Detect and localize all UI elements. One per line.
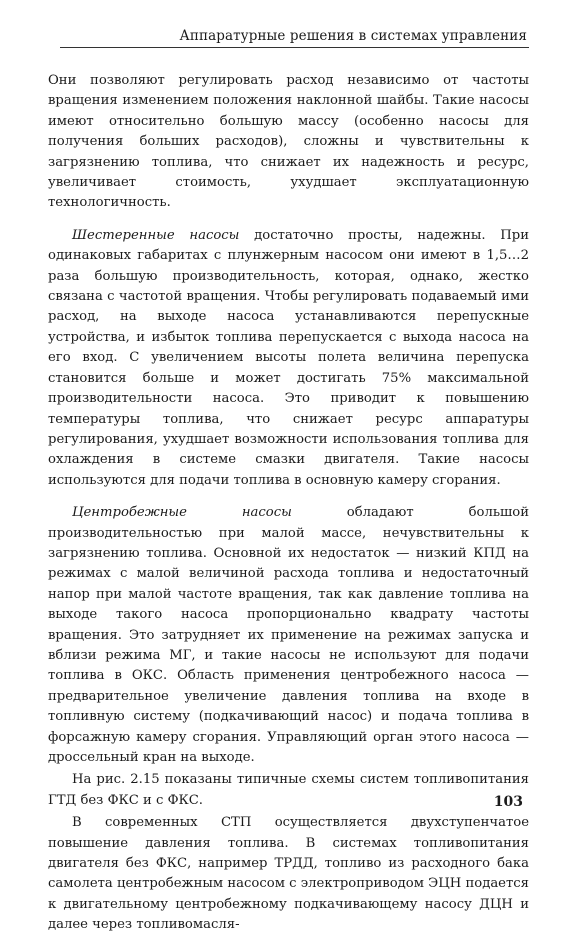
- paragraph-swashplate-pumps: [48, 71, 529, 214]
- page-number: 103: [493, 794, 523, 810]
- paragraph-gear-pumps: [48, 226, 529, 491]
- paragraph-figure-reference: [48, 770, 529, 811]
- paragraph-text: обладают большой производительностью при малой массе, нечувствительны к загрязнению топлива. Основной их недостаток — низкий КПД на режимах с малой величиной расхода топлива и недостаточный напор при малой частоте вращения, так как давление топлива на выходе такого насоса пропорционально квадрату частоты вращения. Это затрудняет их применение на режимах запуска и вблизи режима МГ, и такие насосы не используют для подачи топлива в ОКС. Область применения центробежного насоса — предварительное увеличение давления топлива на входе в топливную систему (подкачивающий насос) и подача топлива в форсажную камеру сгорания. Управляющий орган этого насоса — дроссельный кран на выходе.: [48, 505, 529, 765]
- body-text: [48, 71, 529, 936]
- paragraph-two-stage-pressure: [48, 813, 529, 935]
- term-centrifugal-pumps: Центробежные насосы: [72, 505, 292, 521]
- paragraph-text: В современных СТП осуществляется двухступенчатое повышение давления топлива. В системах топливопитания двигателя без ФКС, например ТРДД, топливо из расходного бака самолета центробежным насосом с электроприводом ЭЦН подается к двигательному центробежному подкачивающему насосу ДЦН и далее через топливомасля-: [48, 815, 529, 933]
- paragraph-centrifugal-pumps: [48, 503, 529, 768]
- paragraph-text: достаточно просты, надежны. При одинаковых габаритах с плунжерным насосом они имеют в 1,5…2 раза большую производительность, которая, однако, жестко связана с частотой вращения. Чтобы регулировать подаваемый ими расход, на выходе насоса устанавливаются перепускные устройства, и избыток топлива перепускается с выхода насоса на его вход. С увеличением высоты полета величина перепуска становится больше и может достигать 75% максимальной производительности насоса. Это приводит к повышению температуры топлива, что снижает ресурс аппаратуры регулирования, ухудшает возможности использования топлива для охлаждения в системе смазки двигателя. Такие насосы используются для подачи топлива в основную камеру сгорания.: [48, 227, 529, 488]
- paragraph-text: На рис. 2.15 показаны типичные схемы систем топливопитания ГТД без ФКС и с ФКС.: [48, 772, 529, 808]
- running-header: Аппаратурные решения в системах управления: [179, 28, 527, 44]
- header-rule: [60, 47, 529, 48]
- paragraph-text: Они позволяют регулировать расход независимо от частоты вращения изменением положения наклонной шайбы. Такие насосы имеют относительно большую массу (особенно насосы для получения больших расходов), сложны и чувствительны к загрязнению топлива, что снижает их надежность и ресурс, увеличивает стоимость, ухудшает эксплуатационную технологичность.: [48, 73, 529, 211]
- term-gear-pumps: Шестеренные насосы: [72, 227, 240, 243]
